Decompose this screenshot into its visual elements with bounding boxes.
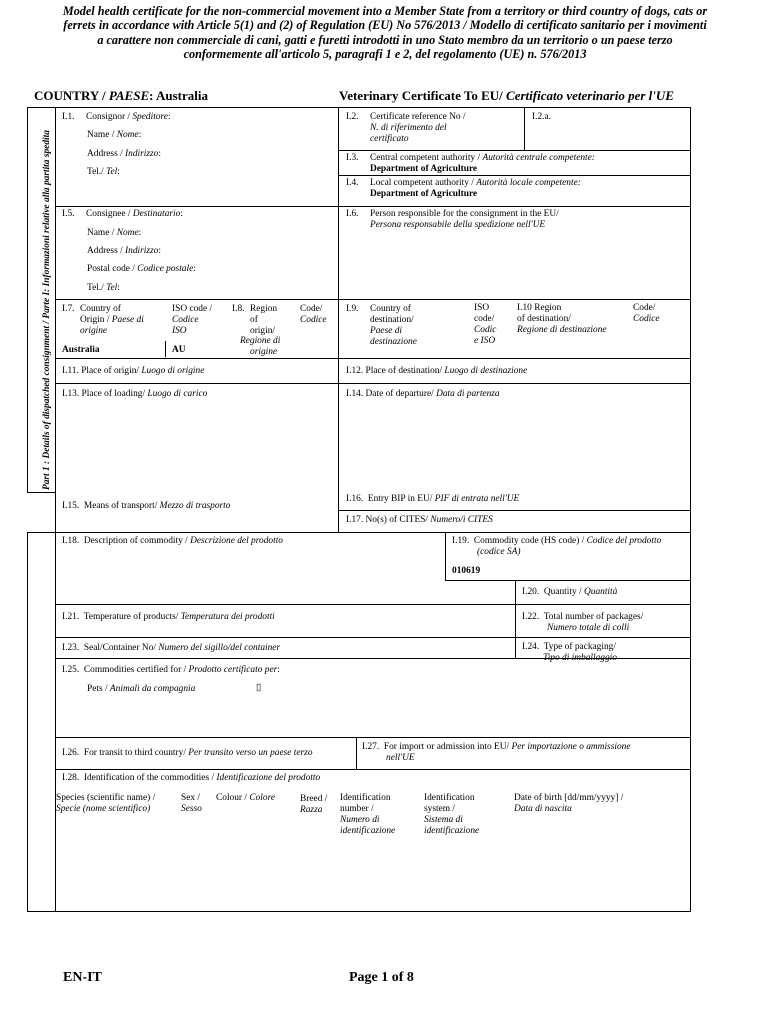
seal-container-label: I.23. Seal/Container No/ Numero del sigillo/del container: [62, 643, 281, 653]
region-destination-l3: Regione di destinazione: [517, 325, 607, 335]
i7-number: I.7.: [62, 304, 75, 314]
breed-header: Breed /: [300, 794, 328, 804]
region-origin-l1: Region: [250, 304, 278, 314]
certified-for-label: I.25. Commodities certified for / Prodotto certificato per:: [62, 665, 280, 675]
id-system-header: Identification: [424, 793, 475, 803]
packages-label: I.22. Total number of packages/: [522, 612, 644, 622]
pets-label: Pets / Animali da compagnia: [87, 684, 196, 694]
i2a-number: I.2.a.: [532, 112, 552, 122]
sex-header-it: Sesso: [181, 804, 202, 814]
sex-header: Sex /: [181, 793, 201, 803]
consignee-address-label: Address / Indirizzo:: [87, 246, 161, 256]
cites-label: I.17. No(s) of CITES/ Numero/i CITES: [346, 515, 493, 525]
country-origin-l2: Origin / Paese di: [80, 315, 144, 325]
species-header: Species (scientific name) /: [56, 793, 156, 803]
packaging-type-label-it: Tipo di imballaggio: [543, 653, 617, 663]
country-destination-l1: Country of: [370, 304, 411, 314]
i4-number: I.4.: [346, 178, 359, 188]
certificate-reference-label: Certificate reference No /: [370, 112, 466, 122]
region-origin-l5: origine: [250, 347, 278, 357]
id-system-header-l3: Sistema di: [424, 815, 463, 825]
dob-header-it: Data di nascita: [514, 804, 572, 814]
packages-label-it: Numero totale di colli: [547, 623, 630, 633]
commodity-code-label-it2: (codice SA): [477, 547, 521, 557]
iso-origin-l1: ISO code /: [172, 304, 213, 314]
country-destination-l3: Paese di: [370, 326, 403, 336]
import-label-it2: nell'UE: [386, 753, 415, 763]
central-authority-value: Department of Agriculture: [370, 164, 478, 174]
document-title: Model health certificate for the non-commercial movement into a Member State from a territory or third country of dogs, cats or ferrets in accordance with Article 5(1) and (2) of Regulation (EU) No 576/2013 / Modello di certificato sanitario per i movimenti a carattere non commerciale di cani, gatti e furetti introdotti in uno Stato membro da un territorio o un paese terzo conformemente all'articolo 5, paragrafi 1 e 2, del regolamento (UE) n. 576/2013: [62, 4, 708, 62]
colour-header: Colour / Colore: [216, 793, 276, 803]
country-origin-value: Australia: [62, 345, 100, 355]
country-destination-l2: destination/: [370, 315, 414, 325]
i10-region-l1: I.10 Region: [517, 303, 562, 313]
iso-destination-l1: ISO: [474, 303, 490, 313]
consignee-label: Consignee / Destinatario:: [86, 209, 183, 219]
place-loading-label: I.13. Place of loading/ Luogo di carico: [62, 389, 208, 399]
quantity-label: I.20. Quantity / Quantità: [522, 587, 618, 597]
entry-bip-label: I.16. Entry BIP in EU/ PIF di entrata nell'UE: [346, 494, 520, 504]
consignee-postal-label: Postal code / Codice postale:: [87, 264, 196, 274]
consignee-name-label: Name / Nome:: [87, 228, 142, 238]
local-authority-value: Department of Agriculture: [370, 189, 478, 199]
consignor-tel-label: Tel./ Tel:: [87, 167, 120, 177]
i2-number: I.2.: [346, 112, 359, 122]
temperature-label: I.21. Temperature of products/ Temperatura dei prodotti: [62, 612, 275, 622]
i1-number: I.1.: [62, 112, 75, 122]
breed-header-it: Razza: [300, 805, 323, 815]
i3-number: I.3.: [346, 153, 359, 163]
place-origin-label: I.11. Place of origin/ Luogo di origine: [62, 366, 205, 376]
consignor-name-label: Name / Nome:: [87, 130, 142, 140]
country-origin-l3: origine: [80, 326, 108, 336]
import-label: I.27. For import or admission into EU/ Per importazione o ammissione: [362, 742, 631, 752]
iso-origin-value: AU: [172, 345, 186, 355]
id-system-header-l4: identificazione: [424, 826, 480, 836]
iso-origin-l3: ISO: [172, 326, 187, 336]
i5-number: I.5.: [62, 209, 75, 219]
central-authority-label: Central competent authority / Autorità centrale competente:: [370, 153, 595, 163]
id-number-header-l2: number /: [340, 804, 374, 814]
code-destination-l1: Code/: [633, 303, 656, 313]
id-number-header: Identification: [340, 793, 391, 803]
transit-label: I.26. For transit to third country/ Per transito verso un paese terzo: [62, 748, 313, 758]
region-origin-l2: of: [250, 315, 258, 325]
commodity-code-value: 010619: [452, 566, 481, 576]
code-origin-l1: Code/: [300, 304, 323, 314]
i9-number: I.9.: [346, 304, 359, 314]
id-number-header-l4: identificazione: [340, 826, 396, 836]
consignee-tel-label: Tel./ Tel:: [87, 283, 120, 293]
packaging-type-label: I.24. Type of packaging/: [522, 642, 616, 652]
id-system-header-l2: system /: [424, 804, 455, 814]
responsible-person-label: Person responsible for the consignment in the EU/: [370, 209, 559, 219]
region-origin-l4: Regione di: [240, 336, 281, 346]
country-header: COUNTRY / PAESE: Australia: [34, 88, 208, 103]
i6-number: I.6.: [346, 209, 359, 219]
local-authority-label: Local competent authority / Autorità locale competente:: [370, 178, 581, 188]
identification-label: I.28. Identification of the commodities / Identificazione del prodotto: [62, 773, 321, 783]
code-destination-l2: Codice: [633, 314, 660, 324]
responsible-person-label-it: Persona responsabile della spedizione nell'UE: [370, 220, 546, 230]
part-1-side-label: Part 1 : Details of dispatched consignment / Parte I: Informazioni relative alla partita spedita: [42, 130, 52, 490]
region-origin-l3: origin/: [250, 326, 275, 336]
id-number-header-l3: Numero di: [340, 815, 380, 825]
place-destination-label: I.12. Place of destination/ Luogo di destinazione: [346, 366, 528, 376]
iso-destination-l4: e ISO: [474, 336, 496, 346]
consignor-label: Consignor / Speditore:: [86, 112, 171, 122]
pets-checkbox[interactable]: ▯: [256, 683, 262, 693]
iso-origin-l2: Codice: [172, 315, 199, 325]
date-departure-label: I.14. Date of departure/ Data di partenza: [346, 389, 500, 399]
means-transport-label: I.15. Means of transport/ Mezzo di trasporto: [62, 501, 231, 511]
commodity-description-label: I.18. Description of commodity / Descrizione del prodotto: [62, 536, 283, 546]
page-number: Page 1 of 8: [349, 970, 414, 985]
commodity-code-label: I.19. Commodity code (HS code) / Codice del prodotto: [452, 536, 662, 546]
species-header-it: Specie (nome scientifico): [56, 804, 151, 814]
certificate-header: Veterinary Certificate To EU/ Certificato veterinario per l'UE: [339, 88, 674, 103]
certificate-reference-label-it: N. di riferimento del certificato: [370, 123, 447, 144]
country-origin-l1: Country of: [80, 304, 121, 314]
iso-destination-l2: code/: [474, 314, 495, 324]
dob-header: Date of birth [dd/mm/yyyy] /: [514, 793, 624, 803]
iso-destination-l3: Codic: [474, 325, 497, 335]
country-destination-l4: destinazione: [370, 337, 417, 347]
consignor-address-label: Address / Indirizzo:: [87, 149, 161, 159]
code-origin-l2: Codice: [300, 315, 327, 325]
footer-language: EN-IT: [63, 970, 102, 985]
region-destination-l2: of destination/: [517, 314, 571, 324]
i8-number: I.8.: [232, 304, 245, 314]
